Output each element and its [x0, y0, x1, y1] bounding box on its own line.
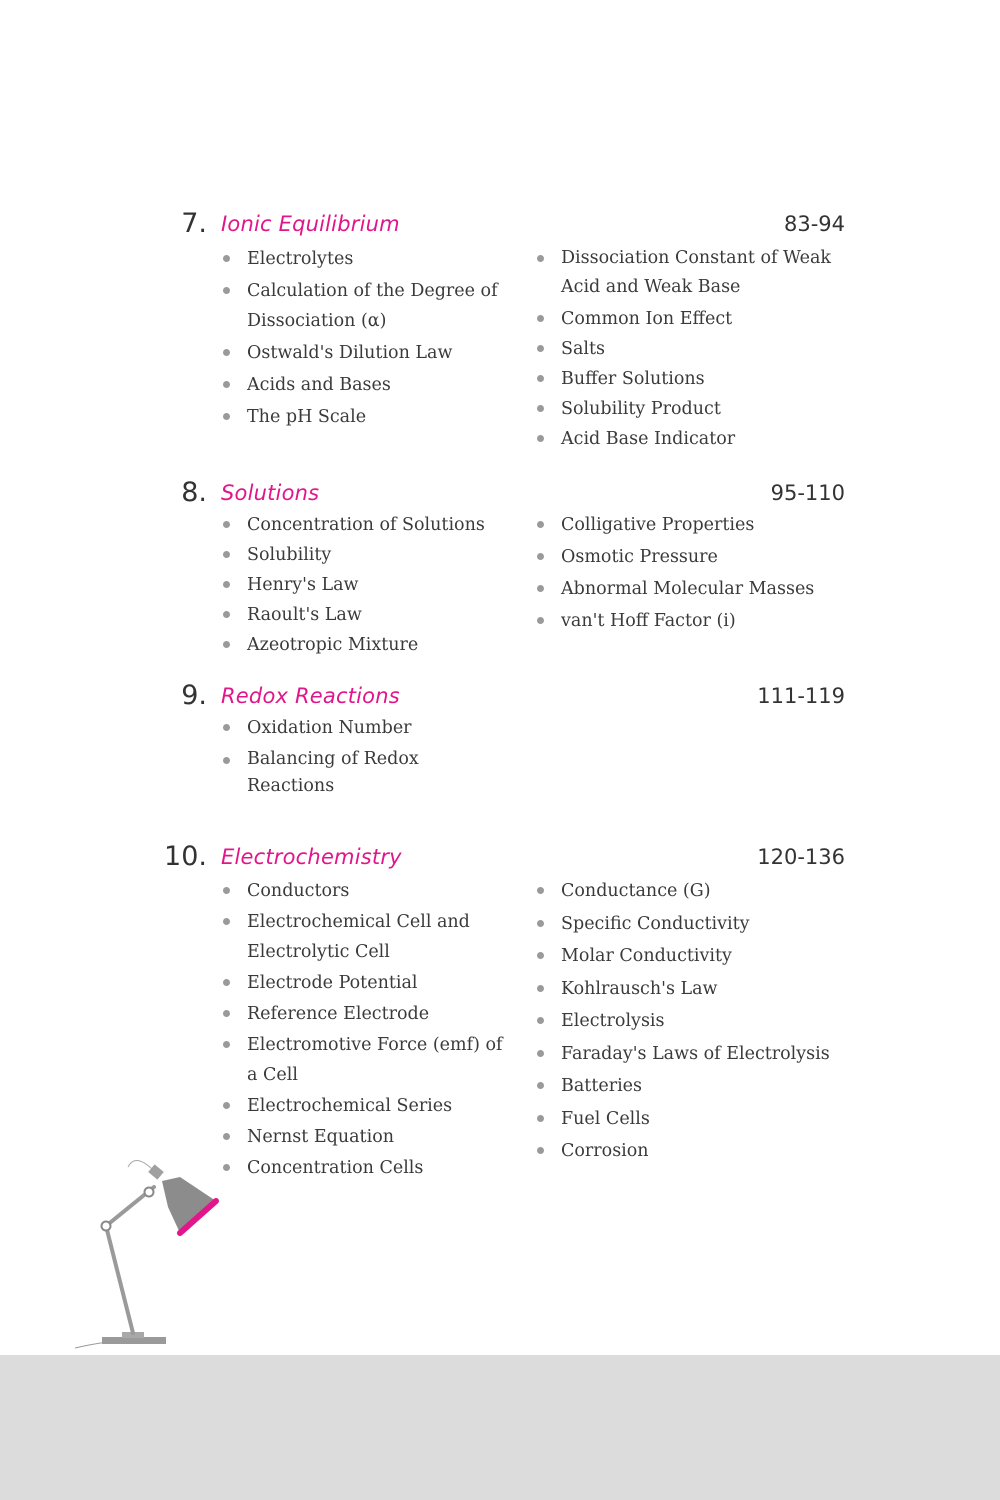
bullet-icon: [223, 287, 230, 294]
chapter-pages: 95-110: [770, 481, 845, 505]
chapter-title: Redox Reactions: [221, 684, 400, 708]
bullet-icon: [537, 617, 544, 624]
bullet-icon: [537, 585, 544, 592]
chapter-number: 7.: [181, 208, 207, 239]
topic-item: van't Hoff Factor (i): [535, 606, 855, 636]
bullet-icon: [223, 551, 230, 558]
topic-item: Ostwald's Dilution Law: [221, 338, 511, 368]
topic-list-left: [221, 244, 511, 432]
bullet-icon: [223, 349, 230, 356]
topic-item: Nernst Equation: [221, 1122, 511, 1152]
topic-item: Henry's Law: [221, 570, 511, 600]
topic-item: Corrosion: [535, 1136, 855, 1166]
bullet-icon: [537, 1115, 544, 1122]
topic-list-left: [221, 510, 511, 660]
bullet-icon: [223, 521, 230, 528]
bullet-icon: [537, 985, 544, 992]
topic-item: Acids and Bases: [221, 370, 511, 400]
chapter-number: 10.: [164, 841, 207, 872]
bullet-icon: [223, 724, 230, 731]
chapter-title: Solutions: [221, 481, 320, 505]
topic-item: Electrochemical Series: [221, 1091, 511, 1121]
bullet-icon: [537, 405, 544, 412]
topic-item: Electrolytes: [221, 244, 511, 274]
bullet-icon: [223, 381, 230, 388]
topic-item: Batteries: [535, 1071, 855, 1101]
bullet-icon: [223, 641, 230, 648]
topic-item: The pH Scale: [221, 402, 511, 432]
bullet-icon: [537, 887, 544, 894]
bullet-icon: [537, 255, 544, 262]
topic-item: Conductors: [221, 876, 511, 906]
bullet-icon: [223, 611, 230, 618]
topic-item: Dissociation Constant of Weak Acid and Weak Base: [535, 244, 855, 302]
topic-item: Colligative Properties: [535, 510, 855, 540]
bullet-icon: [537, 1050, 544, 1057]
topic-item: Oxidation Number: [221, 713, 421, 743]
chapter-title: Electrochemistry: [221, 845, 402, 869]
topic-item: Calculation of the Degree of Dissociation (α): [221, 276, 511, 336]
topic-list-right: [535, 244, 855, 454]
topic-item: Electrochemical Cell and Electrolytic Cell: [221, 907, 511, 967]
bullet-icon: [537, 1082, 544, 1089]
topic-item: Azeotropic Mixture: [221, 630, 511, 660]
bullet-icon: [223, 918, 230, 925]
bullet-icon: [223, 581, 230, 588]
topic-item: Balancing of Redox Reactions: [221, 746, 421, 800]
topic-item: Specific Conductivity: [535, 909, 855, 939]
topic-item: Raoult's Law: [221, 600, 511, 630]
bullet-icon: [223, 1041, 230, 1048]
chapter-number: 8.: [181, 477, 207, 508]
topic-item: Electrolysis: [535, 1006, 855, 1036]
topic-item: Common Ion Effect: [535, 304, 855, 334]
chapter-number: 9.: [181, 680, 207, 711]
bullet-icon: [223, 255, 230, 262]
bullet-icon: [223, 1010, 230, 1017]
bullet-icon: [537, 1147, 544, 1154]
topic-item: Concentration Cells: [221, 1153, 511, 1183]
topic-item: Solubility Product: [535, 394, 855, 424]
topic-item: Abnormal Molecular Masses: [535, 574, 855, 604]
topic-item: Fuel Cells: [535, 1104, 855, 1134]
topic-item: Acid Base Indicator: [535, 424, 855, 454]
chapter-pages: 83-94: [783, 212, 845, 236]
topic-item: Reference Electrode: [221, 999, 511, 1029]
bullet-icon: [537, 345, 544, 352]
bullet-icon: [537, 553, 544, 560]
topic-item: Buffer Solutions: [535, 364, 855, 394]
chapter-pages: 120-136: [757, 845, 845, 869]
bullet-icon: [537, 315, 544, 322]
bullet-icon: [537, 1017, 544, 1024]
chapter-pages: 111-119: [757, 684, 845, 708]
floor-band: [0, 1355, 1000, 1500]
topic-list-right: [535, 876, 855, 1166]
bullet-icon: [223, 1102, 230, 1109]
desk-lamp-icon: [70, 1155, 230, 1355]
topic-item: Electrode Potential: [221, 968, 511, 998]
topic-item: Osmotic Pressure: [535, 542, 855, 572]
topic-list-left: [221, 876, 511, 1183]
topic-item: Molar Conductivity: [535, 941, 855, 971]
bullet-icon: [223, 413, 230, 420]
bullet-icon: [223, 887, 230, 894]
topic-item: Solubility: [221, 540, 511, 570]
topic-item: Salts: [535, 334, 855, 364]
topic-item: Kohlrausch's Law: [535, 974, 855, 1004]
topic-list-left: [221, 713, 421, 800]
topic-item: Concentration of Solutions: [221, 510, 511, 540]
bullet-icon: [537, 521, 544, 528]
bullet-icon: [223, 1133, 230, 1140]
bullet-icon: [537, 952, 544, 959]
topic-item: Faraday's Laws of Electrolysis: [535, 1039, 855, 1069]
topic-item: Electromotive Force (emf) of a Cell: [221, 1030, 511, 1090]
bullet-icon: [223, 757, 230, 764]
bullet-icon: [223, 979, 230, 986]
topic-list-right: [535, 510, 855, 636]
bullet-icon: [537, 435, 544, 442]
bullet-icon: [537, 375, 544, 382]
chapter-title: Ionic Equilibrium: [221, 212, 400, 236]
topic-item: Conductance (G): [535, 876, 855, 906]
bullet-icon: [537, 920, 544, 927]
